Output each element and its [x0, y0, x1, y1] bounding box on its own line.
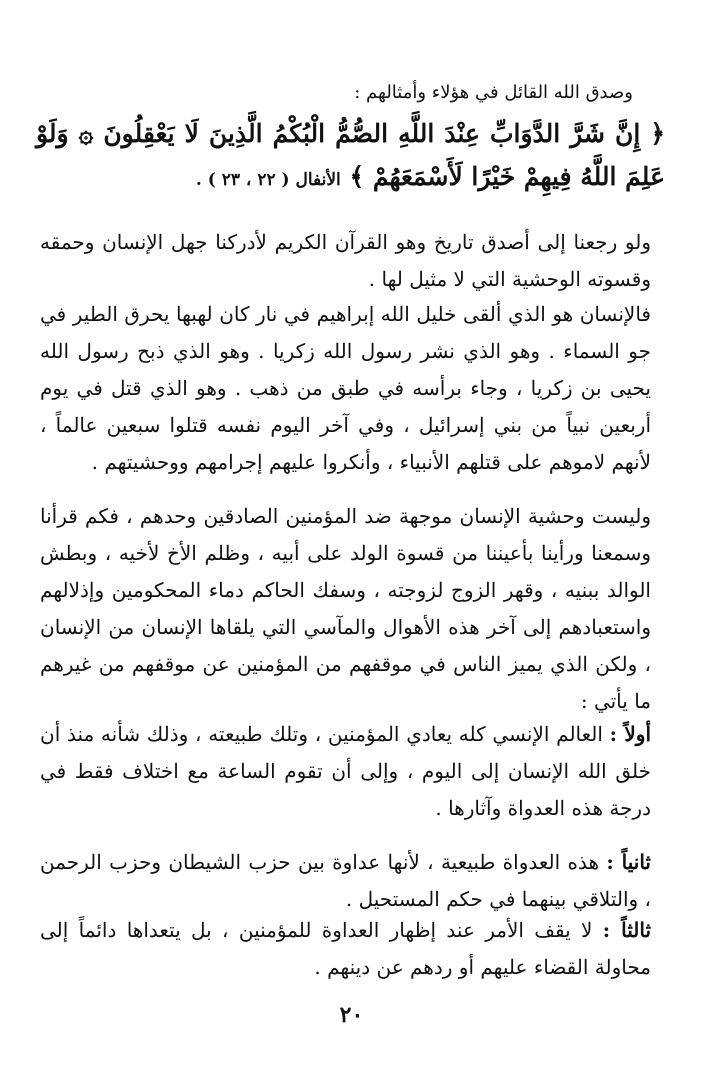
paragraph-cruelty: وليست وحشية الإنسان موجهة ضد المؤمنين الصادقين وحدهم ، فكم قرأنا وسمعنا ورأينا بأعيننا من قسوة الولد على أبيه ، وظلم الأخ لأخيه ، وبطش الوالد ببنيه ، وقهر الزوج لزوجته ، وسفك الحاكم دماء المحكومين وإذلالهم واستعبادهم إلى آخر هذه الأهوال والمآسي التي يلقاها الإنسان من الإنسان ، ولكن الذي يميز الناس في موقفهم من المؤمنين عن موقفهم من غيرهم ما يأتي : [40, 504, 651, 713]
point-second-lead: ثانياً : [606, 850, 651, 874]
point-second-text: هذه العدواة طبيعية ، لأنها عداوة بين حزب الشيطان وحزب الرحمن ، والتلاقي بينهما في حكم المستحيل . [40, 850, 651, 911]
paragraph-history: ولو رجعنا إلى أصدق تاريخ وهو القرآن الكريم لأدركنا جهل الإنسان وحمقه وقسوته الوحشية التي لا مثيل لها . [40, 230, 651, 291]
intro-line: وصدق الله القائل في هؤلاء وأمثالهم : [354, 82, 633, 103]
point-first-text: العالم الإنسي كله يعادي المؤمنين ، وتلك طبيعته ، وذلك شأنه منذ أن خلق الله الإنسان إلى اليوم ، وإلى أن تقوم الساعة مع اختلاف فقط في درجة هذه العدواة وآثارها . [40, 722, 651, 820]
page-number: ٢٠ [339, 1002, 364, 1028]
point-first-lead: أولاً : [609, 722, 652, 746]
point-third [40, 912, 651, 986]
verse-reference: الأنفال ( ٢٢ ، ٢٣ ) . [195, 170, 341, 190]
verse-text: ﴿ إِنَّ شَرَّ الدَّوَابِّ عِنْدَ اللَّهِ الصُّمُّ الْبُكْمُ الَّذِينَ لَا يَعْقِلُونَ ۞ وَلَوْ عَلِمَ اللَّهُ فِيهِمْ خَيْرًا لَأَسْمَعَهُمْ ﴾ [36, 119, 665, 191]
paragraph-prophets: فالإنسان هو الذي ألقى خليل الله إبراهيم في نار كان لهبها يحرق الطير في جو السماء . وهو الذي نشر رسول الله زكريا . وهو الذي ذبح رسول الله يحيى بن زكريا ، وجاء برأسه في طبق من ذهب . وهو الذي قتل في يوم أربعين نبياً من بني إسرائيل ، وفي آخر اليوم نفسه قتلوا سبعين عالماً ، لأنهم لاموهم على قتلهم الأنبياء ، وأنكروا عليهم إجرامهم ووحشيتهم . [40, 302, 651, 474]
point-third-text: لا يقف الأمر عند إظهار العداوة للمؤمنين ، بل يتعداها دائماً إلى محاولة القضاء عليهم أو ردهم عن دينهم . [40, 918, 651, 979]
point-first [40, 716, 651, 827]
point-third-lead: ثالثاً : [602, 918, 652, 942]
point-second [40, 844, 651, 918]
quran-verse [36, 112, 665, 202]
